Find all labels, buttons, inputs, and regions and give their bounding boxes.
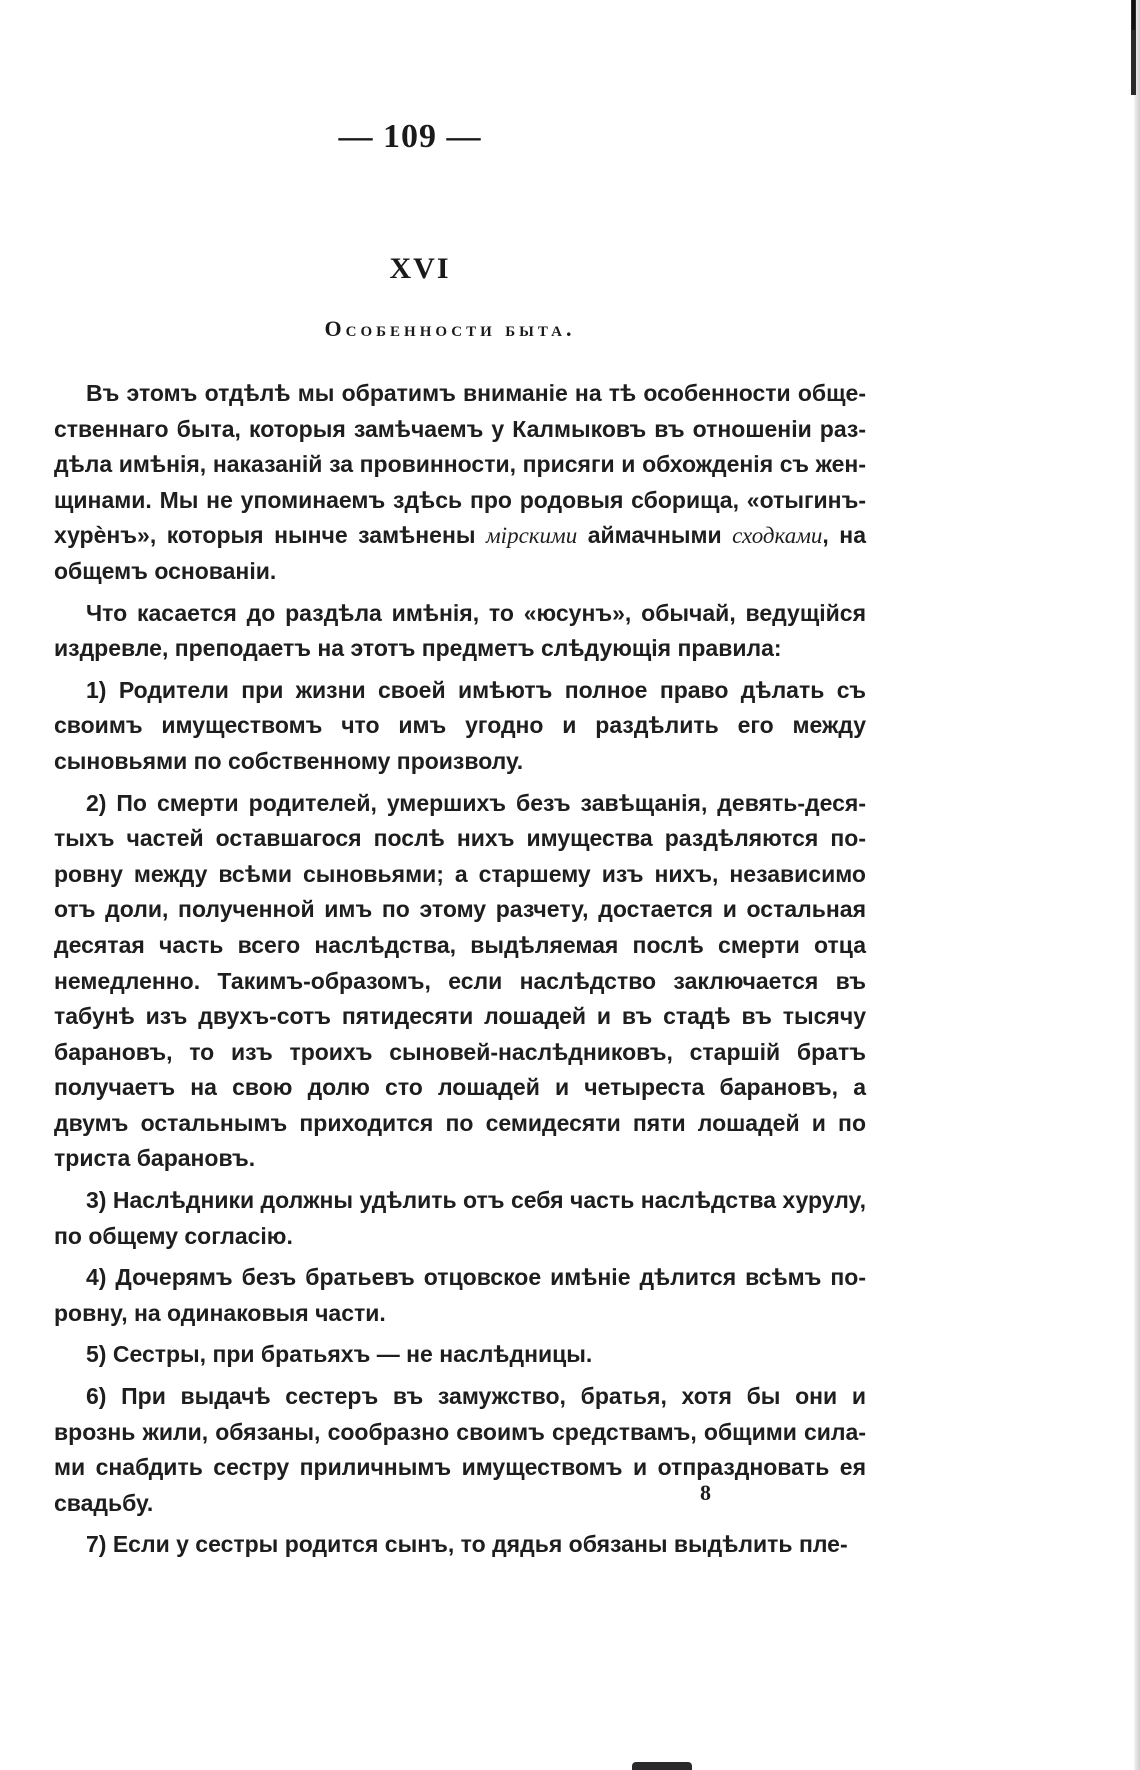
binding-edge-mark-top — [1132, 0, 1135, 30]
rule-4: 4) Дочерямъ безъ братьевъ отцовское имѣніе дѣлится всѣмъ поровну, на одинаковыя части. — [54, 1264, 866, 1326]
italic-word: мірскими — [486, 523, 578, 549]
body-text — [54, 376, 866, 1563]
rule-6: 6) При выдачѣ сестеръ въ замужство, братья, хотя бы они и врознь жили, обязаны, сообразно своимъ средствамъ, общими силами снабдить сестру приличнымъ имуществомъ и отпраздновать ея свадьбу. — [54, 1383, 866, 1516]
page-edge — [1134, 0, 1140, 1770]
rule-3: 3) Наслѣдники должны удѣлить отъ себя часть наслѣдства хурулу, по общему согласію. — [54, 1187, 866, 1249]
rule-2: 2) По смерти родителей, умершихъ безъ завѣщанія, девять-десятыхъ частей оставшагося послѣ нихъ имущества раздѣляются по-ровну между всѣми сыновьями; а старшему изъ нихъ, независимо отъ доли, полученной имъ по этому разчету, достается и остальная десятая часть всего наслѣдства, выдѣляемая послѣ смерти отца немедленно. Такимъ-образомъ, если наслѣдство заключается въ табунѣ изъ двухъ-сотъ пятидесяти лошадей и въ стадѣ въ тысячу барановъ, то изъ троихъ сыновей-наслѣдниковъ, старшій братъ получаетъ на свою долю сто лошадей и четыреста барановъ, а двумъ остальнымъ приходится по семидесяти пяти лошадей и по триста барановъ. — [54, 789, 866, 1172]
chapter-title: Особенности быта. — [324, 316, 576, 341]
bottom-edge-mark — [632, 1762, 692, 1770]
page-number: — 109 — — [338, 118, 482, 155]
italic-word: сходками — [732, 523, 823, 549]
rule-1: 1) Родители при жизни своей имѣютъ полное право дѣлать съ своимъ имуществомъ что имъ угодно и раздѣлить его между сыновьями по собственному произволу. — [54, 676, 866, 774]
paragraph-inheritance-rules: Что касается до раздѣла имѣнія, то «юсунъ», обычай, ведущійся издревле, преподаетъ на этотъ предметъ слѣдующія правила: — [54, 599, 866, 662]
paragraph-intro: Въ этомъ отдѣлѣ мы обратимъ вниманіе на тѣ особенности общественнаго быта, которыя замѣчаемъ у Калмыковъ въ отношеніи раздѣла имѣнія, наказаній за провинности, присяги и обхожденія съ женщинами. Мы не упоминаемъ здѣсь про родовыя сборища, «отыгинъ-хурѐнъ», которыя нынче замѣнены мірскими аймачными сходками, на общемъ основаніи. — [54, 380, 866, 584]
chapter-number: XVI — [389, 252, 451, 285]
rule-7: 7) Если у сестры родится сынъ, то дядья обязаны выдѣлить пле- — [86, 1531, 848, 1558]
printers-signature-mark: 8 — [700, 1480, 711, 1505]
rule-5: 5) Сестры, при братьяхъ — не наслѣдницы. — [86, 1341, 593, 1368]
